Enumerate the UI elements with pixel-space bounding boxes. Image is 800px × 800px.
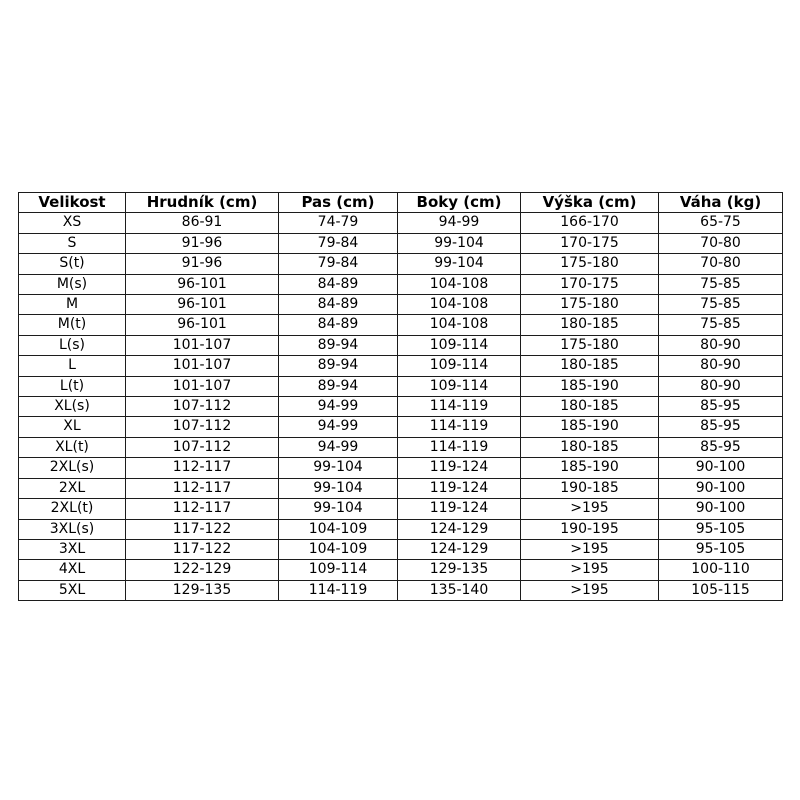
measurement-cell: 101-107 xyxy=(126,335,279,355)
measurement-cell: 107-112 xyxy=(126,397,279,417)
table-row xyxy=(19,376,783,396)
size-label-cell: 2XL(s) xyxy=(19,458,126,478)
measurement-cell: 90-100 xyxy=(659,499,783,519)
measurement-cell: 104-109 xyxy=(279,519,398,539)
measurement-cell: 75-85 xyxy=(659,295,783,315)
measurement-cell: 96-101 xyxy=(126,315,279,335)
measurement-cell: 114-119 xyxy=(398,437,521,457)
measurement-cell: 91-96 xyxy=(126,233,279,253)
measurement-cell: 86-91 xyxy=(126,213,279,233)
measurement-cell: 84-89 xyxy=(279,315,398,335)
measurement-cell: 119-124 xyxy=(398,478,521,498)
measurement-cell: 175-180 xyxy=(521,335,659,355)
measurement-cell: 109-114 xyxy=(398,335,521,355)
measurement-cell: 190-185 xyxy=(521,478,659,498)
measurement-cell: 114-119 xyxy=(398,397,521,417)
size-label-cell: M xyxy=(19,295,126,315)
measurement-cell: 180-185 xyxy=(521,356,659,376)
measurement-cell: 90-100 xyxy=(659,458,783,478)
table-row xyxy=(19,356,783,376)
size-label-cell: 2XL xyxy=(19,478,126,498)
measurement-cell: 175-180 xyxy=(521,254,659,274)
table-row xyxy=(19,580,783,600)
measurement-cell: 114-119 xyxy=(398,417,521,437)
measurement-cell: 85-95 xyxy=(659,397,783,417)
measurement-cell: 175-180 xyxy=(521,295,659,315)
measurement-cell: 79-84 xyxy=(279,233,398,253)
size-label-cell: XS xyxy=(19,213,126,233)
measurement-cell: 85-95 xyxy=(659,437,783,457)
column-header: Výška (cm) xyxy=(521,193,659,213)
table-row xyxy=(19,539,783,559)
measurement-cell: 112-117 xyxy=(126,499,279,519)
measurement-cell: 122-129 xyxy=(126,560,279,580)
measurement-cell: 80-90 xyxy=(659,376,783,396)
measurement-cell: 94-99 xyxy=(398,213,521,233)
measurement-cell: 89-94 xyxy=(279,335,398,355)
measurement-cell: 104-108 xyxy=(398,295,521,315)
measurement-cell: 109-114 xyxy=(398,376,521,396)
measurement-cell: 107-112 xyxy=(126,417,279,437)
measurement-cell: 95-105 xyxy=(659,519,783,539)
measurement-cell: 129-135 xyxy=(398,560,521,580)
table-row xyxy=(19,397,783,417)
size-label-cell: XL xyxy=(19,417,126,437)
measurement-cell: 117-122 xyxy=(126,519,279,539)
table-row xyxy=(19,254,783,274)
size-label-cell: 3XL xyxy=(19,539,126,559)
table-row xyxy=(19,478,783,498)
size-label-cell: 3XL(s) xyxy=(19,519,126,539)
measurement-cell: 75-85 xyxy=(659,315,783,335)
measurement-cell: 180-185 xyxy=(521,315,659,335)
measurement-cell: 104-109 xyxy=(279,539,398,559)
size-label-cell: 5XL xyxy=(19,580,126,600)
measurement-cell: 180-185 xyxy=(521,437,659,457)
measurement-cell: 94-99 xyxy=(279,437,398,457)
measurement-cell: 185-190 xyxy=(521,458,659,478)
measurement-cell: >195 xyxy=(521,539,659,559)
measurement-cell: 185-190 xyxy=(521,376,659,396)
table-row xyxy=(19,315,783,335)
measurement-cell: >195 xyxy=(521,560,659,580)
size-label-cell: L(t) xyxy=(19,376,126,396)
measurement-cell: 96-101 xyxy=(126,295,279,315)
measurement-cell: 109-114 xyxy=(279,560,398,580)
measurement-cell: 75-85 xyxy=(659,274,783,294)
size-chart-table xyxy=(18,192,783,601)
measurement-cell: 80-90 xyxy=(659,335,783,355)
measurement-cell: 190-195 xyxy=(521,519,659,539)
table-row xyxy=(19,295,783,315)
measurement-cell: 114-119 xyxy=(279,580,398,600)
measurement-cell: 109-114 xyxy=(398,356,521,376)
measurement-cell: 80-90 xyxy=(659,356,783,376)
table-row xyxy=(19,213,783,233)
measurement-cell: 101-107 xyxy=(126,356,279,376)
measurement-cell: 96-101 xyxy=(126,274,279,294)
measurement-cell: 119-124 xyxy=(398,458,521,478)
measurement-cell: 84-89 xyxy=(279,274,398,294)
size-label-cell: S(t) xyxy=(19,254,126,274)
size-label-cell: M(s) xyxy=(19,274,126,294)
measurement-cell: 70-80 xyxy=(659,254,783,274)
header-row xyxy=(19,193,783,213)
measurement-cell: 99-104 xyxy=(279,458,398,478)
measurement-cell: 65-75 xyxy=(659,213,783,233)
measurement-cell: 94-99 xyxy=(279,417,398,437)
column-header: Pas (cm) xyxy=(279,193,398,213)
size-label-cell: L xyxy=(19,356,126,376)
measurement-cell: 135-140 xyxy=(398,580,521,600)
table-row xyxy=(19,233,783,253)
size-label-cell: L(s) xyxy=(19,335,126,355)
measurement-cell: 100-110 xyxy=(659,560,783,580)
column-header: Boky (cm) xyxy=(398,193,521,213)
table-row xyxy=(19,437,783,457)
column-header: Váha (kg) xyxy=(659,193,783,213)
size-label-cell: 2XL(t) xyxy=(19,499,126,519)
size-label-cell: XL(t) xyxy=(19,437,126,457)
column-header: Velikost xyxy=(19,193,126,213)
measurement-cell: 90-100 xyxy=(659,478,783,498)
table-row xyxy=(19,519,783,539)
measurement-cell: 89-94 xyxy=(279,376,398,396)
measurement-cell: 99-104 xyxy=(398,254,521,274)
table-row xyxy=(19,335,783,355)
measurement-cell: 94-99 xyxy=(279,397,398,417)
measurement-cell: 79-84 xyxy=(279,254,398,274)
size-label-cell: XL(s) xyxy=(19,397,126,417)
measurement-cell: 119-124 xyxy=(398,499,521,519)
measurement-cell: 99-104 xyxy=(279,478,398,498)
measurement-cell: 170-175 xyxy=(521,233,659,253)
table-body xyxy=(19,213,783,601)
measurement-cell: 170-175 xyxy=(521,274,659,294)
measurement-cell: 104-108 xyxy=(398,315,521,335)
size-label-cell: M(t) xyxy=(19,315,126,335)
size-label-cell: 4XL xyxy=(19,560,126,580)
measurement-cell: 89-94 xyxy=(279,356,398,376)
measurement-cell: 101-107 xyxy=(126,376,279,396)
measurement-cell: 112-117 xyxy=(126,458,279,478)
size-chart xyxy=(18,192,782,601)
table-row xyxy=(19,274,783,294)
measurement-cell: 124-129 xyxy=(398,539,521,559)
table-row xyxy=(19,560,783,580)
measurement-cell: 85-95 xyxy=(659,417,783,437)
measurement-cell: 104-108 xyxy=(398,274,521,294)
column-header: Hrudník (cm) xyxy=(126,193,279,213)
measurement-cell: 70-80 xyxy=(659,233,783,253)
measurement-cell: 84-89 xyxy=(279,295,398,315)
measurement-cell: 99-104 xyxy=(398,233,521,253)
measurement-cell: >195 xyxy=(521,580,659,600)
measurement-cell: 105-115 xyxy=(659,580,783,600)
measurement-cell: 129-135 xyxy=(126,580,279,600)
table-row xyxy=(19,499,783,519)
measurement-cell: >195 xyxy=(521,499,659,519)
measurement-cell: 112-117 xyxy=(126,478,279,498)
size-label-cell: S xyxy=(19,233,126,253)
measurement-cell: 166-170 xyxy=(521,213,659,233)
measurement-cell: 124-129 xyxy=(398,519,521,539)
measurement-cell: 180-185 xyxy=(521,397,659,417)
measurement-cell: 95-105 xyxy=(659,539,783,559)
measurement-cell: 99-104 xyxy=(279,499,398,519)
table-row xyxy=(19,417,783,437)
measurement-cell: 185-190 xyxy=(521,417,659,437)
measurement-cell: 107-112 xyxy=(126,437,279,457)
measurement-cell: 74-79 xyxy=(279,213,398,233)
table-row xyxy=(19,458,783,478)
table-header xyxy=(19,193,783,213)
measurement-cell: 91-96 xyxy=(126,254,279,274)
measurement-cell: 117-122 xyxy=(126,539,279,559)
